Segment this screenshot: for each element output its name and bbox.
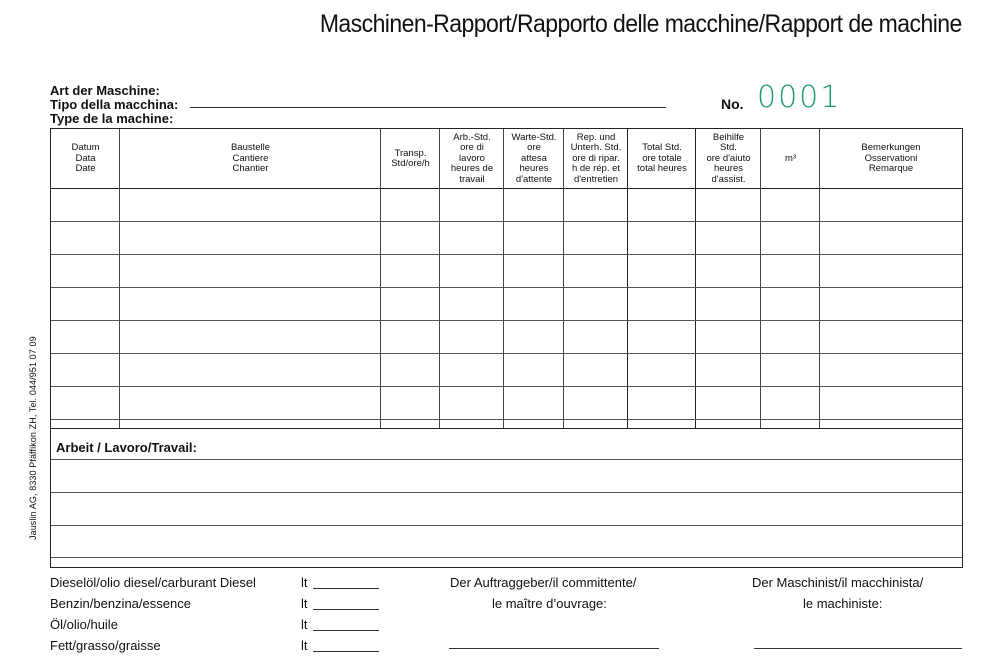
report-table	[50, 128, 963, 568]
work-line[interactable]	[51, 557, 962, 558]
table-header	[51, 129, 962, 189]
machinist-label-line2: le machiniste:	[803, 596, 883, 611]
table-row	[51, 353, 962, 354]
column-divider	[760, 129, 761, 429]
col-header-assist-hours: Beihilfe Std. ore d'aiuto heures d'assist.	[706, 131, 751, 185]
table-row	[51, 221, 962, 222]
number-label: No.	[721, 96, 744, 112]
machine-type-label-fr: Type de la machine:	[50, 111, 174, 126]
diesel-unit: lt	[301, 575, 308, 590]
client-label-line2: le maître d’ouvrage:	[492, 596, 607, 611]
table-row	[51, 320, 962, 321]
oil-unit: lt	[301, 617, 308, 632]
col-header-date: Datum Data Date	[71, 142, 100, 175]
machinist-signature-field[interactable]	[754, 648, 962, 649]
machine-type-field[interactable]	[190, 107, 666, 108]
grease-amount-field[interactable]	[313, 651, 379, 652]
col-header-site: Baustelle Cantiere Chantier	[230, 142, 271, 175]
column-divider	[380, 129, 381, 429]
work-line[interactable]	[51, 459, 962, 460]
col-header-volume: m³	[784, 152, 797, 164]
column-divider	[119, 129, 120, 429]
fuel-oil-label: Öl/olio/huile	[50, 617, 118, 632]
diesel-amount-field[interactable]	[313, 588, 379, 589]
column-divider	[439, 129, 440, 429]
fuel-diesel-label: Dieselöl/olio diesel/carburant Diesel	[50, 575, 256, 590]
oil-amount-field[interactable]	[313, 630, 379, 631]
benzin-unit: lt	[301, 596, 308, 611]
client-signature-field[interactable]	[449, 648, 659, 649]
col-header-remarks: Bemerkungen Osservationi Remarque	[861, 142, 921, 175]
column-divider	[563, 129, 564, 429]
col-header-total-hours: Total Std. ore totale total heures	[637, 142, 687, 175]
machine-type-label-de: Art der Maschine:	[50, 83, 160, 98]
table-row	[51, 386, 962, 387]
table-row	[51, 287, 962, 288]
form-number: 0001	[757, 80, 842, 115]
machine-type-label-it: Tipo della macchina:	[50, 97, 179, 112]
col-header-waiting-hours: Warte-Std. ore attesa heures d'attente	[511, 131, 557, 185]
column-divider	[503, 129, 504, 429]
col-header-transport: Transp. Std/ore/h	[391, 147, 430, 169]
form-title: Maschinen-Rapport/Rapporto delle macchine/Rapport de machine	[320, 10, 962, 38]
grease-unit: lt	[301, 638, 308, 653]
printer-imprint: Jauslin AG, 8330 Pfäffikon ZH, Tel. 044/951 07 09	[28, 336, 38, 540]
machine-type-labels	[50, 84, 178, 126]
column-divider	[695, 129, 696, 429]
table-row	[51, 254, 962, 255]
work-label: Arbeit / Lavoro/Travail:	[56, 440, 197, 455]
table-row	[51, 419, 962, 420]
client-label-line1: Der Auftraggeber/il committente/	[450, 575, 637, 590]
col-header-work-hours: Arb.-Std. ore di lavoro heures de travail	[450, 131, 494, 185]
machinist-label-line1: Der Maschinist/il macchinista/	[752, 575, 924, 590]
benzin-amount-field[interactable]	[313, 609, 379, 610]
col-header-repair-hours: Rep. und Unterh. Std. ore di ripar. h de rép. et d'entretien	[570, 131, 622, 185]
work-line[interactable]	[51, 525, 962, 526]
work-line[interactable]	[51, 492, 962, 493]
column-divider	[819, 129, 820, 429]
work-section-divider	[51, 428, 962, 429]
column-divider	[627, 129, 628, 429]
fuel-grease-label: Fett/grasso/graisse	[50, 638, 161, 653]
fuel-benzin-label: Benzin/benzina/essence	[50, 596, 191, 611]
